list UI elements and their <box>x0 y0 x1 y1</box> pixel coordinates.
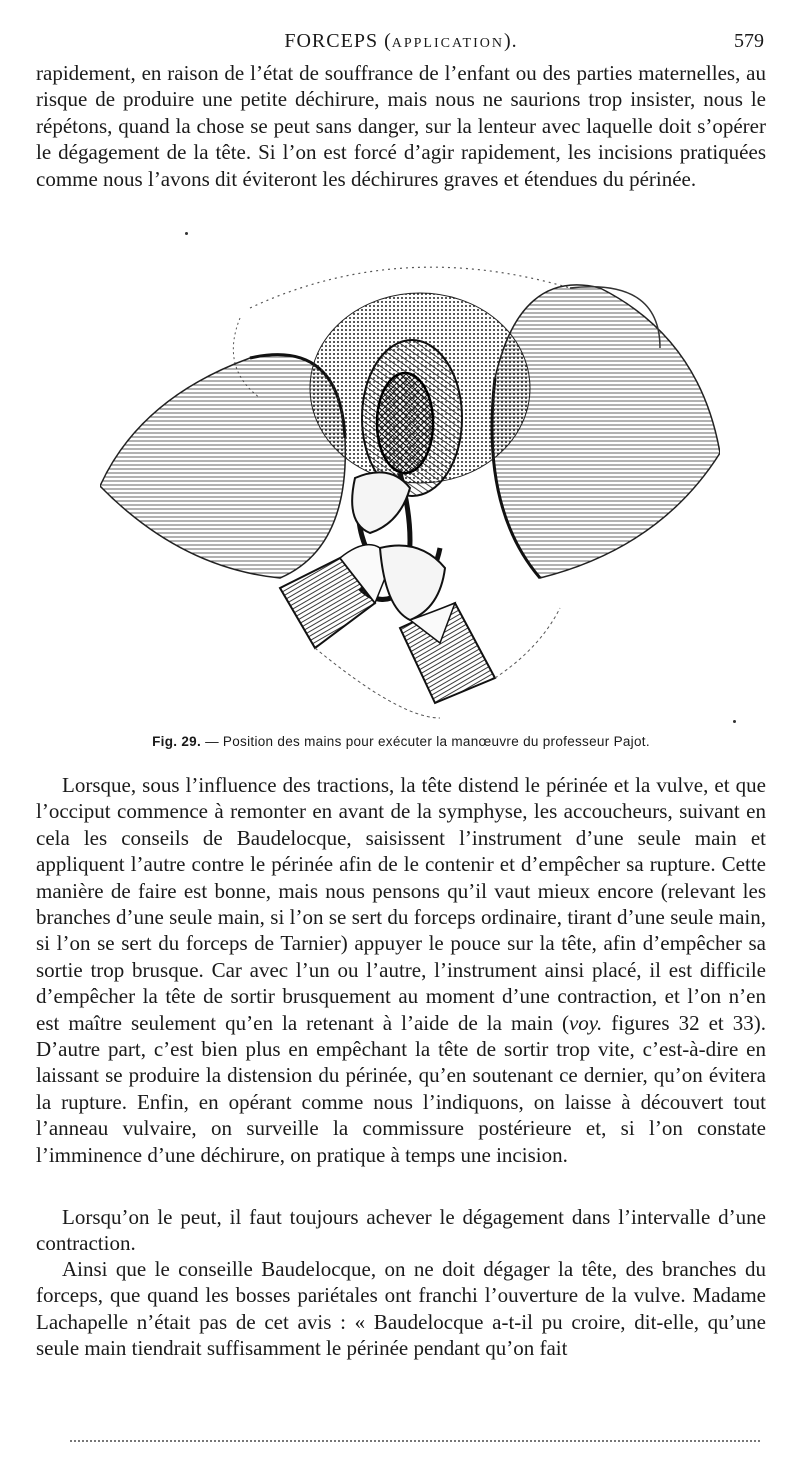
paragraph-second <box>36 1204 766 1257</box>
figure-caption-text: — Position des mains pour exécuter la manœuvre du professeur Pajot. <box>201 734 650 749</box>
running-head-subtitle: APPLICATION <box>391 36 504 51</box>
ink-speck <box>733 720 736 723</box>
paragraph-main-voy: voy. <box>568 1010 603 1035</box>
running-head-close: ). <box>503 30 518 52</box>
footer-bleed-through <box>70 1440 760 1444</box>
running-head <box>36 30 766 53</box>
page-number: 579 <box>734 30 764 52</box>
engraving-svg <box>100 248 720 728</box>
page-header <box>36 30 766 56</box>
paragraph-third <box>36 1256 766 1362</box>
paragraph-top <box>36 60 766 192</box>
figure-label: Fig. 29. <box>152 734 202 749</box>
figure-caption <box>36 734 766 749</box>
paragraph-main-part1: Lorsque, sous l’influence des tractions, la tête distend le périnée et la vulve, et que l’occiput commence à remonter en avant de la symphyse, les accoucheurs, suivant en cela les conseils de Baudelocque, saisissent l’instrument d’une seule main et appliquent l’autre contre le périnée afin de le contenir et d’empêcher sa rupture. Cette manière de faire est bonne, mais nous pensons qu’il vaut mieux encore (relevant les branches d’une seule main, si l’on se sert du forceps ordinaire, tirant d’une seule main, si l’on se sert du forceps de Tarnier) appuyer le pouce sur la tête, afin d’empêcher sa sortie trop brusque. Car avec l’un ou l’autre, l’instrument ainsi placé, il est difficile d’empêcher la tête de sortir brusquement au moment d’une contraction, et l’on n’en est maître seulement qu’en la retenant à l’aide de la main ( <box>36 773 766 1035</box>
paragraph-second-text: Lorsqu’on le peut, il faut toujours achever le dégagement dans l’intervalle d’une contraction. <box>36 1205 766 1256</box>
paragraph-main-text <box>36 772 766 1168</box>
running-head-title: FORCEPS ( <box>284 30 392 52</box>
paragraph-third-text: Ainsi que le conseille Baudelocque, on ne doit dégager la tête, des branches du forceps, que quand les bosses pariétales ont franchi l’ouverture de la vulve. Madame Lachapelle n’était pas de cet avis : « Baudelocque a-t-il pu croire, dit-elle, qu’une seule main tiendrait suffisamment le périnée pendant qu’on fait <box>36 1257 766 1361</box>
engraving-illustration <box>100 248 720 728</box>
paragraph-main-part2: figures 32 et 33). D’autre part, c’est bien plus en empêchant la tête de sortir trop vite, c’est-à-dire en laissant se produire la distension du périnée, qu’en soutenant ce dernier, qu’on évitera la rupture. Enfin, en opérant comme nous l’indiquons, on laisse à découvert tout l’anneau vulvaire, on surveille la commissure postérieure et, si l’on constate l’imminence d’une déchirure, on pratique à temps une incision. <box>36 1010 767 1167</box>
paragraph-top-text: rapidement, en raison de l’état de souffrance de l’enfant ou des parties maternelles, au risque de produire une petite déchirure, mais nous ne saurions trop insister, nous le répétons, quand la chose se peut sans danger, sur la lenteur avec laquelle doit s’opérer le dégagement de la tête. Si l’on est forcé d’agir rapidement, les incisions pratiquées comme nous l’avons dit éviteront les déchirures graves et étendues du périnée. <box>36 61 766 191</box>
paragraph-main <box>36 772 766 1168</box>
ink-speck <box>185 232 188 235</box>
